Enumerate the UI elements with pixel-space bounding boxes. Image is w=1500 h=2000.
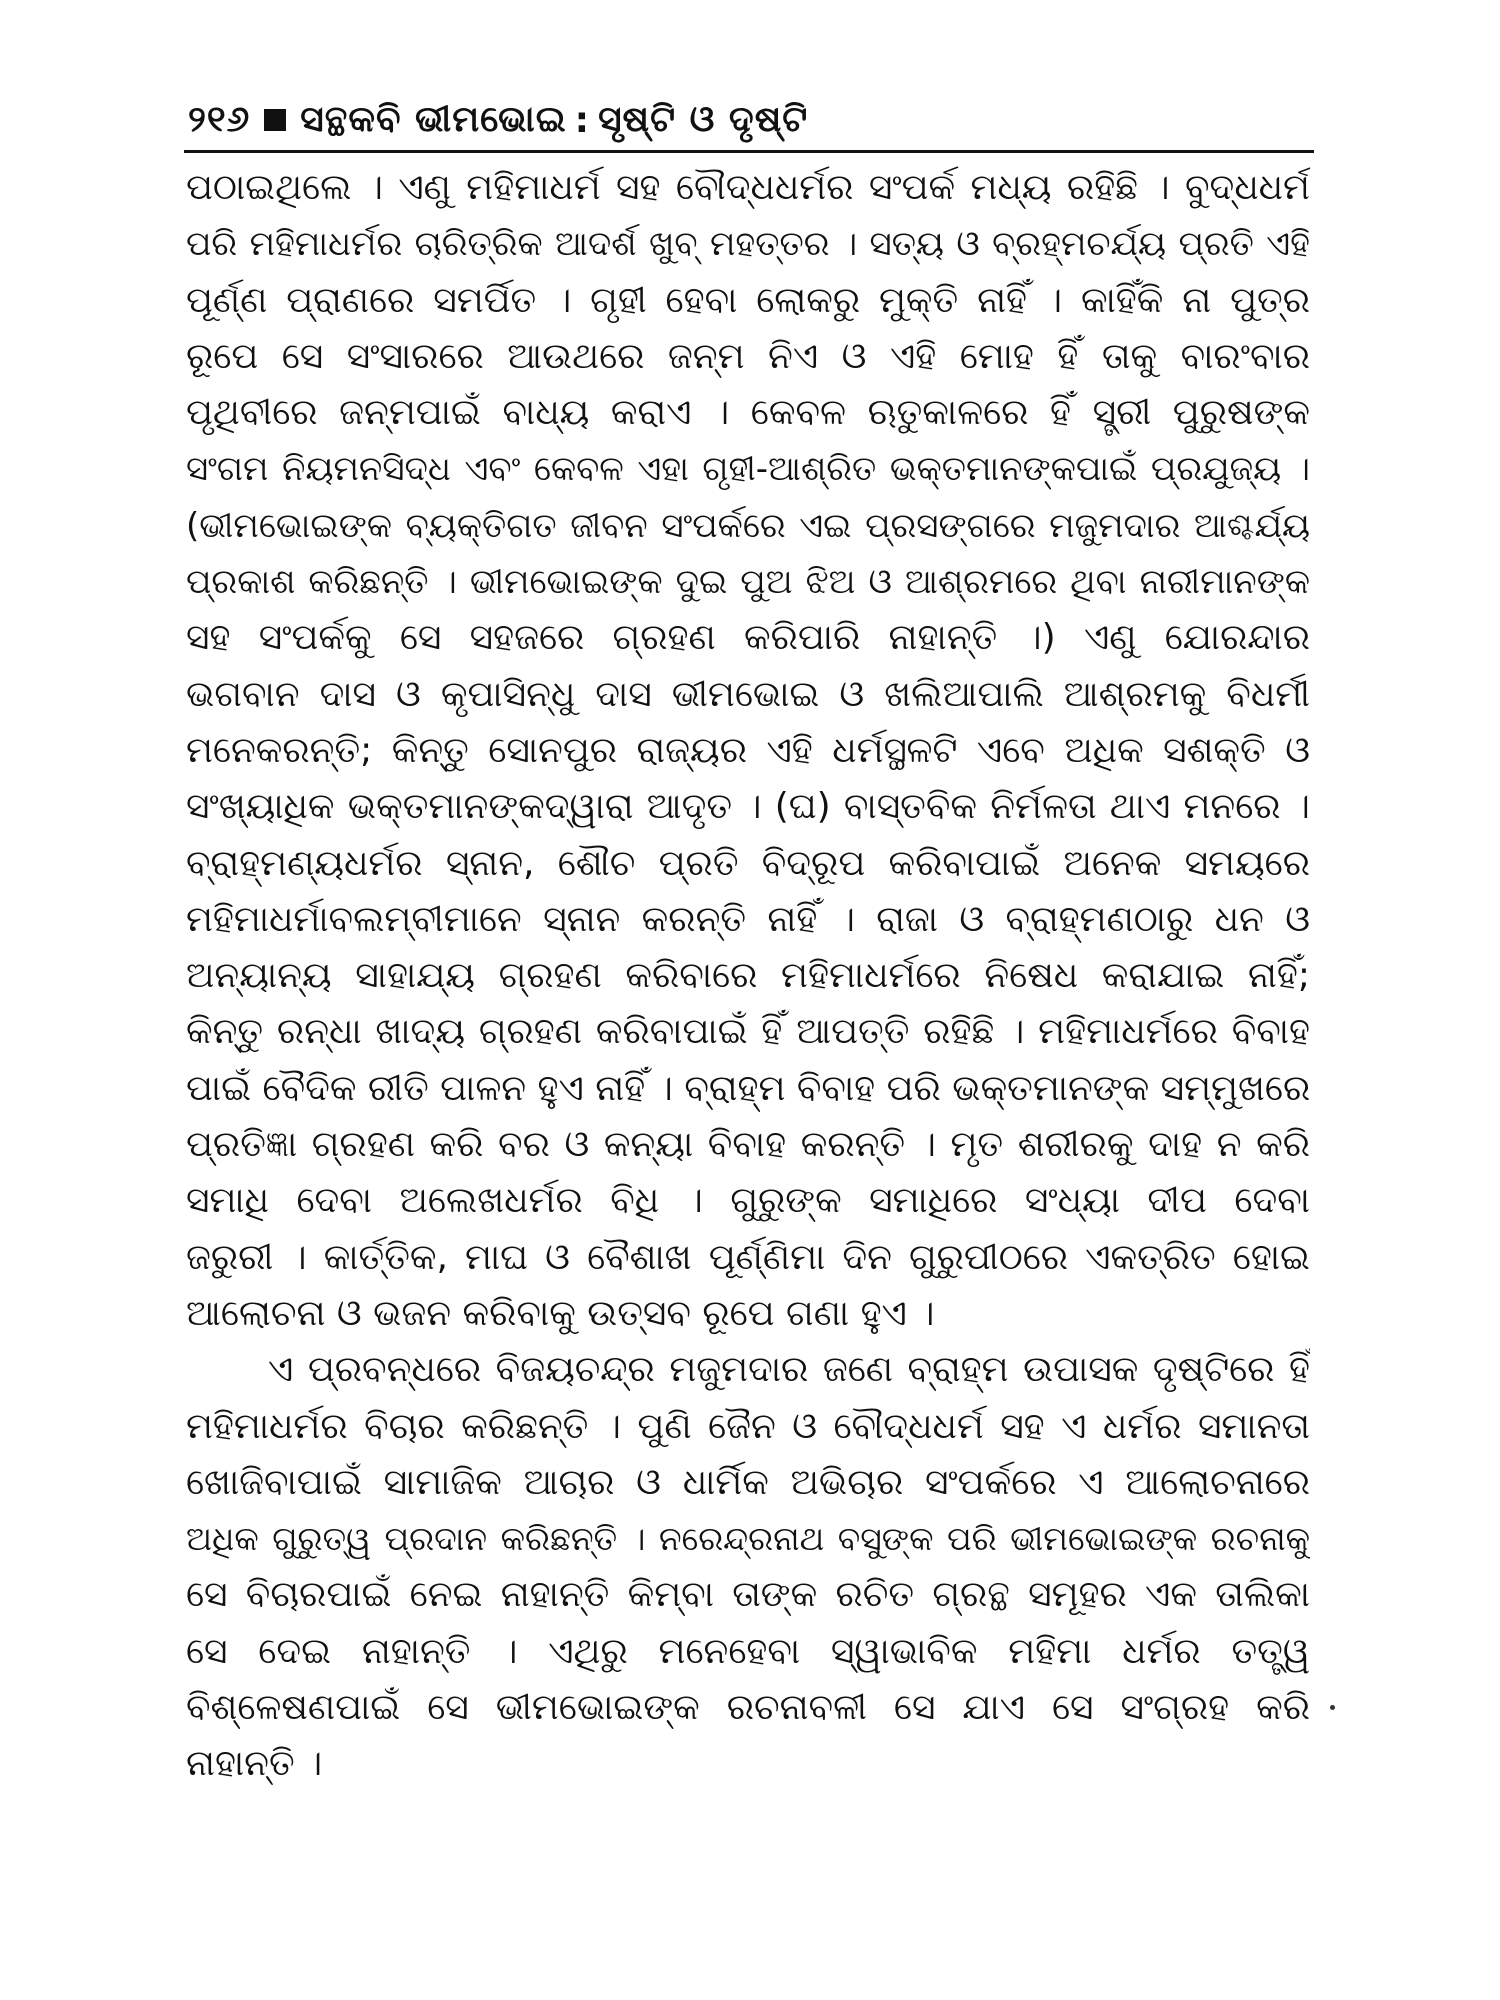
text-line: ସହ ସଂପର୍କକୁ ସେ ସହଜରେ ଗ୍ରହଣ କରିପାରି ନାହାନ୍ତି ।) ଏଣୁ ଯୋରନ୍ଦାର [186,617,1310,659]
header-separator: : [574,99,591,141]
text-line: ପ୍ରତିଜ୍ଞା ଗ୍ରହଣ କରି ବର ଓ କନ୍ୟା ବିବାହ କରନ୍ତି । ମୃତ ଶରୀରକୁ ଦାହ ନ କରି [186,1124,1310,1166]
text-line: ବିଶ୍ଳେଷଣପାଇଁ ସେ ଭୀମଭୋଇଙ୍କ ରଚନାବଳୀ ସେ ଯାଏ ସେ ସଂଗ୍ରହ କରି [186,1687,1310,1729]
print-speck [1330,1705,1335,1710]
text-line: ପ୍ରକାଶ କରିଛନ୍ତି । ଭୀମଭୋଇଙ୍କ ଦୁଇ ପୁଅ ଝିଅ ଓ ଆଶ୍ରମରେ ଥିବା ନାରୀମାନଙ୍କ [186,562,1310,603]
text-line: (ଭୀମଭୋଇଙ୍କ ବ୍ୟକ୍ତିଗତ ଜୀବନ ସଂପର୍କରେ ଏଇ ପ୍ରସଙ୍ଗରେ ମଜୁମଦାର ଆଶ୍ଚର୍ଯ୍ୟ [186,505,1310,546]
text-line: ଭଗବାନ ଦାସ ଓ କୃପାସିନ୍ଧୁ ଦାସ ଭୀମଭୋଇ ଓ ଖଲିଆପାଲି ଆଶ୍ରମକୁ ବିଧର୍ମୀ [186,673,1310,715]
body-text [186,160,1310,1793]
text-line: ମନେକରନ୍ତି; କିନ୍ତୁ ସୋନପୁର ରାଜ୍ୟର ଏହି ଧର୍ମସ୍ଥଳଟି ଏବେ ଅଧିକ ସଶକ୍ତି ଓ [186,729,1310,771]
text-line: ରୂପେ ସେ ସଂସାରରେ ଆଉଥରେ ଜନ୍ମ ନିଏ ଓ ଏହି ମୋହ ହିଁ ତାକୁ ବାରଂବାର [186,335,1310,377]
paragraph-start-line: ଏ ପ୍ରବନ୍ଧରେ ବିଜୟଚନ୍ଦ୍ର ମଜୁମଦାର ଜଣେ ବ୍ରାହ୍ମ ଉପାସକ ଦୃଷ୍ଟିରେ ହିଁ [268,1349,1310,1391]
text-line: ପୂର୍ଣ୍ଣ ପ୍ରାଣରେ ସମର୍ପିତ । ଗୃହୀ ହେବା ଲୋକରୁ ମୁକ୍ତି ନାହିଁ । କାହିଁକି ନା ପୁତ୍ର [186,279,1310,321]
paragraph-end-line: ନାହାନ୍ତି । [186,1743,323,1785]
book-title: ସନ୍ଥକବି ଭୀମଭୋଇ [300,99,567,140]
square-bullet-icon [264,109,286,131]
text-line: କିନ୍ତୁ ରନ୍ଧା ଖାଦ୍ୟ ଗ୍ରହଣ କରିବାପାଇଁ ହିଁ ଆପତ୍ତି ରହିଛି । ମହିମାଧର୍ମରେ ବିବାହ [186,1011,1310,1053]
text-line: ସେ ଦେଇ ନାହାନ୍ତି । ଏଥିରୁ ମନେହେବା ସ୍ୱାଭାବିକ ମହିମା ଧର୍ମର ତତ୍ତ୍ୱ [186,1630,1310,1672]
text-line: ପାଇଁ ବୈଦିକ ରୀତି ପାଳନ ହୁଏ ନାହିଁ । ବ୍ରାହ୍ମ ବିବାହ ପରି ଭକ୍ତମାନଙ୍କ ସମ୍ମୁଖରେ [186,1067,1310,1109]
header-rule [184,150,1314,153]
text-line: ଖୋଜିବାପାଇଁ ସାମାଜିକ ଆଚାର ଓ ଧାର୍ମିକ ଅଭିଚାର ସଂପର୍କରେ ଏ ଆଲୋଚନାରେ [186,1461,1310,1503]
text-line: ସଂଗମ ନିୟମନସିଦ୍ଧ ଏବଂ କେବଳ ଏହା ଗୃହୀ-ଆଶ୍ରିତ ଭକ୍ତମାନଙ୍କପାଇଁ ପ୍ରଯୁଜ୍ୟ । [186,449,1310,490]
text-line: ଅଧିକ ଗୁରୁତ୍ୱ ପ୍ରଦାନ କରିଛନ୍ତି । ନରେନ୍ଦ୍ରନାଥ ବସୁଙ୍କ ପରି ଭୀମଭୋଇଙ୍କ ରଚନାକୁ [186,1519,1310,1559]
text-line: ପଠାଇଥିଲେ । ଏଣୁ ମହିମାଧର୍ମ ସହ ବୌଦ୍ଧଧର୍ମର ସଂପର୍କ ମଧ୍ୟ ରହିଛି । ବୁଦ୍ଧଧର୍ମ [186,167,1310,208]
text-line: ମହିମାଧର୍ମାବଲମ୍ବୀମାନେ ସ୍ନାନ କରନ୍ତି ନାହିଁ । ରାଜା ଓ ବ୍ରାହ୍ମଣଠାରୁ ଧନ ଓ [186,898,1310,940]
text-line: ମହିମାଧର୍ମର ବିଚାର କରିଛନ୍ତି । ପୁଣି ଜୈନ ଓ ବୌଦ୍ଧଧର୍ମ ସହ ଏ ଧର୍ମର ସମାନତା [186,1405,1310,1447]
text-line: ଅନ୍ୟାନ୍ୟ ସାହାଯ୍ୟ ଗ୍ରହଣ କରିବାରେ ମହିମାଧର୍ମରେ ନିଷେଧ କରାଯାଇ ନାହିଁ; [186,955,1310,997]
text-line: ପୃଥିବୀରେ ଜନ୍ମପାଇଁ ବାଧ୍ୟ କରାଏ । କେବଳ ଋତୁକାଳରେ ହିଁ ସ୍ତ୍ରୀ ପୁରୁଷଙ୍କ [186,392,1310,434]
page-number: ୨୧୬ [188,99,251,140]
text-line: ଜରୁରୀ । କାର୍ତ୍ତିକ, ମାଘ ଓ ବୈଶାଖ ପୂର୍ଣ୍ଣିମା ଦିନ ଗୁରୁପୀଠରେ ଏକତ୍ରିତ ହୋଇ [186,1236,1310,1278]
text-line: ସମାଧି ଦେବା ଅଲେଖଧର୍ମର ବିଧି । ଗୁରୁଙ୍କ ସମାଧିରେ ସଂଧ୍ୟା ଦୀପ ଦେବା [186,1180,1310,1222]
paragraph-end-line: ଆଲୋଚନା ଓ ଭଜନ କରିବାକୁ ଉତ୍ସବ ରୂପେ ଗଣା ହୁଏ । [186,1292,935,1334]
running-header [188,96,1298,144]
book-subtitle: ସୃଷ୍ଟି ଓ ଦୃଷ୍ଟି [598,99,809,140]
text-line: ସେ ବିଚାରପାଇଁ ନେଇ ନାହାନ୍ତି କିମ୍ବା ତାଙ୍କ ରଚିତ ଗ୍ରନ୍ଥ ସମୂହର ଏକ ତାଲିକା [186,1574,1310,1616]
text-line: ବ୍ରାହ୍ମଣ୍ୟଧର୍ମର ସ୍ନାନ, ଶୌଚ ପ୍ରତି ବିଦ୍ରୂପ କରିବାପାଇଁ ଅନେକ ସମୟରେ [186,842,1310,884]
text-line: ପରି ମହିମାଧର୍ମର ଚାରିତ୍ରିକ ଆଦର୍ଶ ଖୁବ୍ ମହତ୍ତର । ସତ୍ୟ ଓ ବ୍ରହ୍ମଚର୍ଯ୍ୟ ପ୍ରତି ଏହି [186,224,1310,265]
text-line: ସଂଖ୍ୟାଧିକ ଭକ୍ତମାନଙ୍କଦ୍ୱାରା ଆଦୃତ । (ଘ) ବାସ୍ତବିକ ନିର୍ମଳତା ଥାଏ ମନରେ । [186,786,1310,828]
